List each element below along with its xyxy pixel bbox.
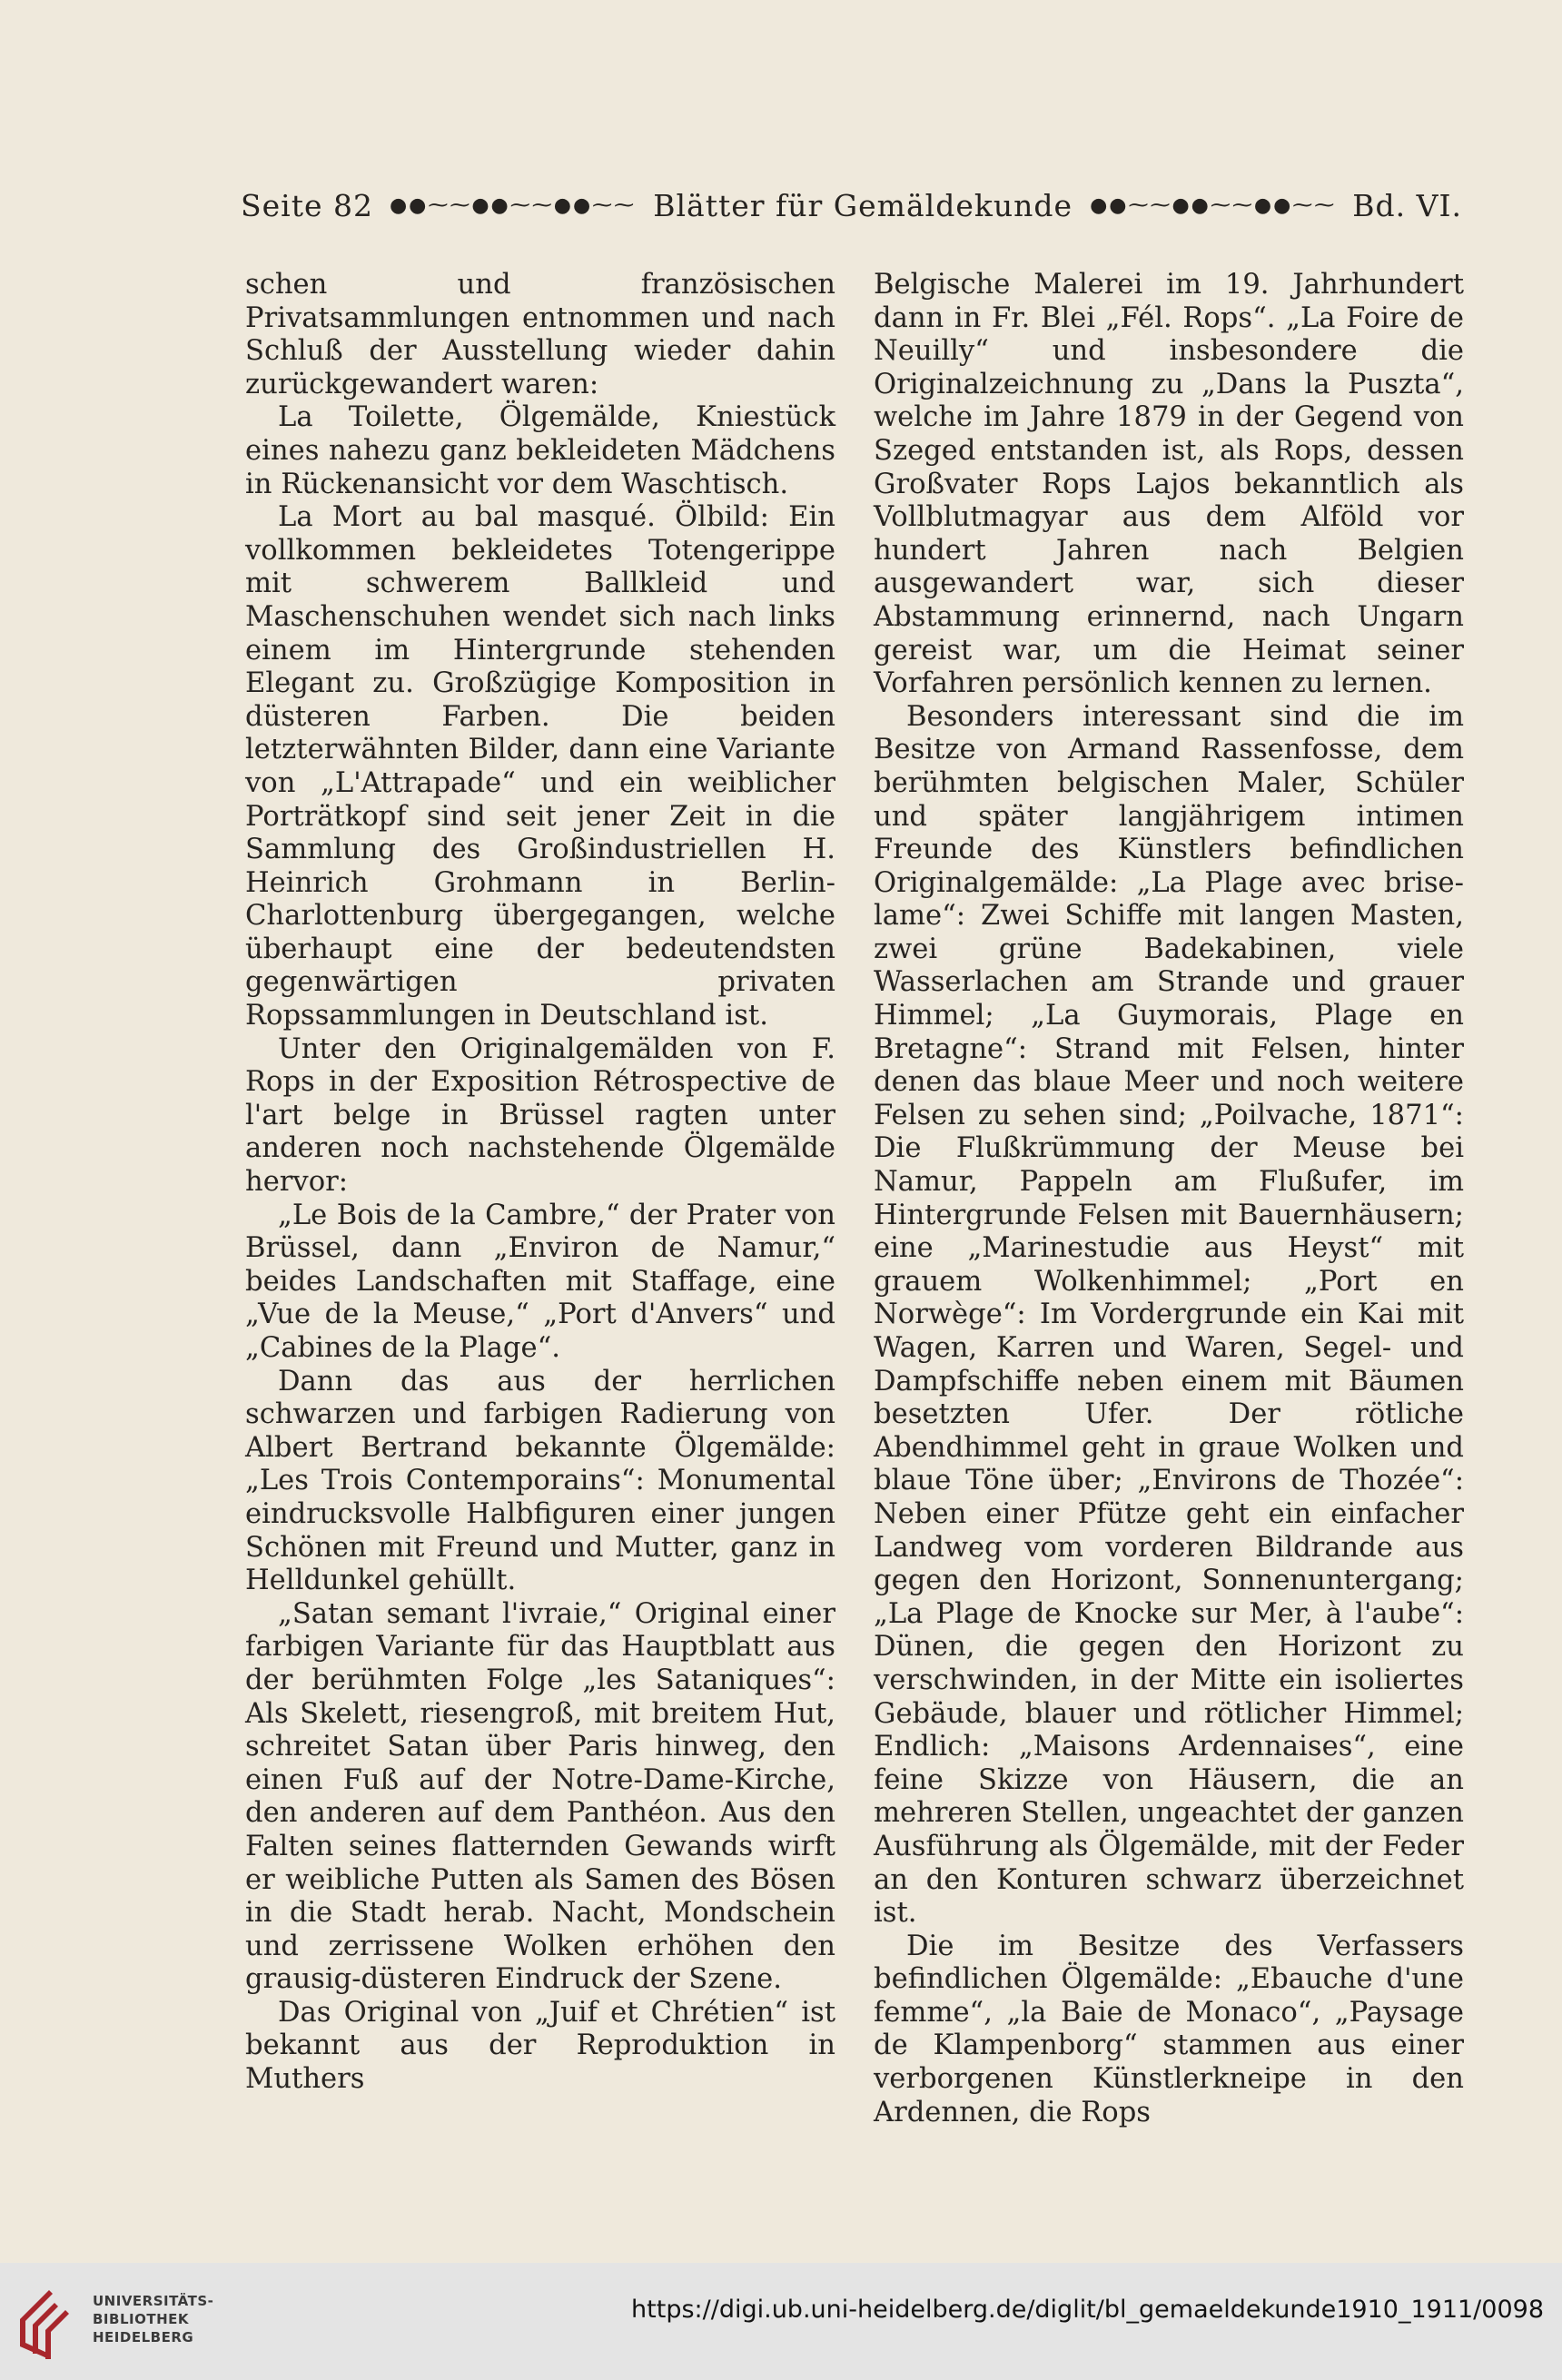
header-left xyxy=(241,188,636,223)
library-name-line: BIBLIOTHEK xyxy=(93,2311,189,2327)
library-name-line: UNIVERSITÄTS- xyxy=(93,2293,214,2309)
paragraph: La Toilette, Ölgemälde, Kniestück eines nahezu ganz bekleideten Mädchens in Rückenansicht vor dem Waschtisch. xyxy=(245,401,835,500)
header-right xyxy=(1090,188,1462,223)
text-column-right xyxy=(874,269,1464,2129)
library-name-line: HEIDELBERG xyxy=(93,2329,194,2345)
paragraph: „Le Bois de la Cambre,“ der Prater von Brüssel, dann „Environ de Namur,“ beides Landschaften mit Staffage, eine „Vue de la Meuse,“ „Port d'Anvers“ und „Cabines de la Plage“. xyxy=(245,1199,835,1364)
paragraph: Das Original von „Juif et Chrétien“ ist bekannt aus der Reproduktion in Muthers xyxy=(245,1996,835,2096)
wave-dot-ornament-icon: ●●⁓⁓●●⁓⁓●●⁓⁓ xyxy=(389,193,637,217)
ub-heidelberg-logo-icon xyxy=(13,2283,85,2361)
viewer-footer xyxy=(0,2263,1562,2380)
journal-title: Blätter für Gemäldekunde xyxy=(653,187,1073,223)
paragraph: La Mort au bal masqué. Ölbild: Ein vollkommen bekleidetes Totengerippe mit schwerem Ballkleid und Maschenschuhen wendet sich nach links einem im Hintergrunde stehenden Elegant zu. Großzügige Komposition in düsteren Farben. Die beiden letzterwähnten Bilder, dann eine Variante von „L'Attrapade“ und ein weiblicher Porträtkopf sind seit jener Zeit in die Sammlung des Großindustriellen H. Heinrich Grohmann in Berlin-Charlottenburg übergegangen, welche überhaupt eine der bedeutendsten gegenwärtigen privaten Ropssammlungen in Deutschland ist. xyxy=(245,501,835,1032)
paragraph: Besonders interessant sind die im Besitze von Armand Rassenfosse, dem berühmten belgischen Maler, Schüler und später langjährigem intimen Freunde des Künstlers befindlichen Originalgemälde: „La Plage avec brise-lame“: Zwei Schiffe mit langen Masten, zwei grüne Badekabinen, viele Wasserlachen am Strande und grauer Himmel; „La Guymorais, Plage en Bretagne“: Strand mit Felsen, hinter denen das blaue Meer und noch weitere Felsen zu sehen sind; „Poilvache, 1871“: Die Flußkrümmung der Meuse bei Namur, Pappeln am Flußufer, im Hintergrunde Felsen mit Bauernhäusern; eine „Marinestudie aus Heyst“ mit grauem Wolkenhimmel; „Port en Norwège“: Im Vordergrunde ein Kai mit Wagen, Karren und Waren, Segel- und Dampfschiffe neben einem mit Bäumen besetzten Ufer. Der rötliche Abendhimmel geht in graue Wolken und blaue Töne über; „Environs de Thozée“: Neben einer Pfütze geht ein einfacher Landweg vom vorderen Bildrande aus gegen den Horizont, Sonnenuntergang; „La Plage de Knocke sur Mer, à l'aube“: Dünen, die gegen den Horizont zu verschwinden, in der Mitte ein isoliertes Gebäude, blauer und rötlicher Himmel; Endlich: „Maisons Ardennaises“, eine feine Skizze von Häusern, die an mehreren Stellen, ungeachtet der ganzen Ausführung als Ölgemälde, mit der Feder an den Konturen schwarz überzeichnet ist. xyxy=(874,700,1464,1930)
running-header xyxy=(241,182,1462,229)
permalink-url[interactable]: https://digi.ub.uni-heidelberg.de/diglit/bl_gemaeldekunde1910_1911/0098 xyxy=(631,2296,1544,2324)
paragraph: „Satan semant l'ivraie,“ Original einer farbigen Variante für das Hauptblatt aus der berühmten Folge „les Sataniques“: Als Skelett, riesengroß, mit breitem Hut, schreitet Satan über Paris hinweg, den einen Fuß auf der Notre-Dame-Kirche, den anderen auf dem Panthéon. Aus den Falten seines flatternden Gewands wirft er weibliche Putten als Samen des Bösen in die Stadt herab. Nacht, Mondschein und zerrissene Wolken erhöhen den grausig-düsteren Eindruck der Szene. xyxy=(245,1597,835,1996)
paragraph: Belgische Malerei im 19. Jahrhundert dann in Fr. Blei „Fél. Rops“. „La Foire de Neuilly“ und insbesondere die Originalzeichnung zu „Dans la Puszta“, welche im Jahre 1879 in der Gegend von Szeged entstanden ist, als Rops, dessen Großvater Rops Lajos bekanntlich als Vollblutmagyar aus dem Alföld vor hundert Jahren nach Belgien ausgewandert war, sich dieser Abstammung erinnernd, nach Ungarn gereist war, um die Heimat seiner Vorfahren persönlich kennen zu lernen. xyxy=(874,269,1464,700)
page-number: Seite 82 xyxy=(241,187,373,223)
paragraph: Unter den Originalgemälden von F. Rops in der Exposition Rétrospective de l'art belge in Brüssel ragten unter anderen noch nachstehende Ölgemälde hervor: xyxy=(245,1032,835,1199)
paragraph: Die im Besitze des Verfassers befindlichen Ölgemälde: „Ebauche d'une femme“, „la Baie de Monaco“, „Paysage de Klampenborg“ stammen aus einer verborgenen Künstlerkneipe in den Ardennen, die Rops xyxy=(874,1930,1464,2128)
volume-label: Bd. VI. xyxy=(1352,187,1462,223)
library-name xyxy=(93,2292,213,2346)
text-column-left xyxy=(245,269,835,2097)
paragraph: schen und französischen Privatsammlungen entnommen und nach Schluß der Ausstellung wieder dahin zurückgewandert waren: xyxy=(245,269,835,400)
paragraph: Dann das aus der herrlichen schwarzen und farbigen Radierung von Albert Bertrand bekannte Ölgemälde: „Les Trois Contemporains“: Monumental eindrucksvolle Halbfiguren einer jungen Schönen mit Freund und Mutter, ganz in Helldunkel gehüllt. xyxy=(245,1365,835,1597)
wave-dot-ornament-icon: ●●⁓⁓●●⁓⁓●●⁓⁓ xyxy=(1090,193,1337,217)
